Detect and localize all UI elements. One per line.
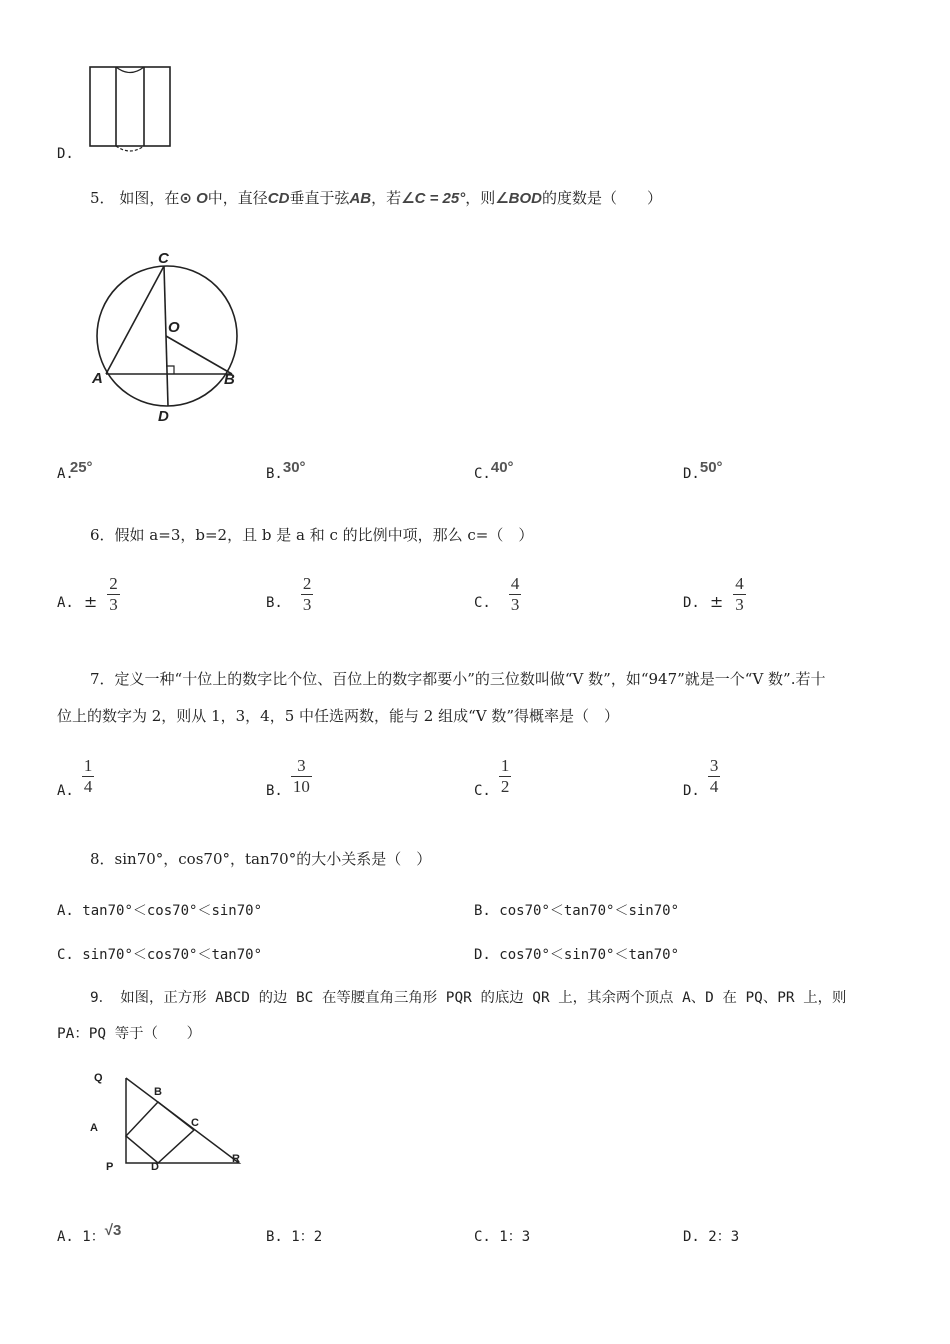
fraction: $\frac{4}{3}$ (735, 574, 744, 614)
math-angle-c: ∠C = 25° (401, 190, 466, 207)
q6-option-d[interactable]: D. ± $\frac{4}{3}$ (683, 574, 744, 614)
label-p: P (106, 1161, 114, 1173)
math-circle-o: ⊙ O (179, 190, 208, 207)
square-abcd (126, 1102, 194, 1163)
sqrt3: √3 (104, 1222, 122, 1239)
fraction: $\frac{2}{3}$ (109, 574, 118, 614)
label-o: O (168, 319, 180, 336)
fraction: $\frac{3}{10}$ (292, 756, 310, 796)
fraction: $\frac{4}{3}$ (510, 574, 520, 614)
q5-option-b[interactable]: B. 30° (266, 459, 306, 482)
q6-stem: 6．假如 a=3，b=2，且 b 是 a 和 c 的比例中项，那么 c=（ ） (90, 526, 534, 544)
q7-option-d[interactable]: D. $\frac{3}{4}$ (683, 756, 719, 799)
chord-ca (106, 266, 164, 374)
q5-stem: 5． 如图，在⊙ O中，直径CD垂直于弦AB，若∠C = 25°，则∠BOD的度数是（ ） (90, 189, 663, 207)
label-c: C (158, 250, 169, 267)
q9-stem-line1: 9． 如图，正方形 ABCD 的边 BC 在等腰直角三角形 PQR 的底边 QR 上，其余两个顶点 A、D 在 PQ、PR 上，则 (90, 990, 847, 1006)
q5-option-c[interactable]: C. 40° (474, 459, 514, 482)
q5-number: 5 (90, 189, 100, 207)
q9-option-c[interactable]: C. 1：3 (474, 1229, 531, 1245)
label-d: D (158, 408, 169, 425)
q7-stem-line1: 7．定义一种“十位上的数字比个位、百位上的数字都要小”的三位数叫做“V 数”，如“947”就是一个“V 数”.若十 (90, 670, 826, 688)
math-angle-bod: ∠BOD (495, 190, 543, 207)
q5-option-d[interactable]: D. 50° (683, 459, 723, 482)
segment-ob (166, 336, 232, 374)
q9-option-d[interactable]: D. 2：3 (683, 1229, 740, 1245)
label-b2: B (154, 1086, 162, 1098)
q7-stem-line2: 位上的数字为 2，则从 1，3，4，5 中任选两数，能与 2 组成“V 数”得概率是（ ） (57, 707, 620, 725)
fraction: $\frac{3}{4}$ (709, 756, 719, 796)
q9-option-b[interactable]: B. 1：2 (266, 1229, 323, 1245)
q8-option-d[interactable]: D. cos70°＜sin70°＜tan70° (474, 947, 680, 963)
q5-option-a[interactable]: A. 25° (57, 459, 93, 482)
q7-option-a[interactable]: A. $\frac{1}{4}$ (57, 756, 93, 799)
figure-rect (90, 67, 170, 146)
q9-stem-line2: PA：PQ 等于（ ） (57, 1026, 202, 1042)
q9-option-a[interactable]: A. 1：√3 (57, 1222, 122, 1245)
q8-stem: 8．sin70°，cos70°，tan70°的大小关系是（ ） (90, 850, 432, 868)
label-b: B (224, 371, 235, 388)
label-d2: D (151, 1161, 159, 1173)
fraction: $\frac{2}{3}$ (302, 574, 312, 614)
q6-option-a[interactable]: A. ± $\frac{2}{3}$ (57, 574, 118, 614)
label-c2: C (191, 1117, 199, 1129)
cylinder-net-figure (86, 62, 178, 158)
label-q: Q (94, 1072, 103, 1084)
q8-option-c[interactable]: C. sin70°＜cos70°＜tan70° (57, 947, 263, 963)
fraction: $\frac{1}{2}$ (500, 756, 510, 796)
q6-option-b[interactable]: B. $\frac{2}{3}$ (266, 574, 312, 614)
math-ab: AB (349, 190, 372, 207)
math-cd: CD (267, 190, 290, 207)
q8-option-a[interactable]: A. tan70°＜cos70°＜sin70° (57, 903, 263, 919)
q8-option-b[interactable]: B. cos70°＜tan70°＜sin70° (474, 903, 680, 919)
q7-option-c[interactable]: C. $\frac{1}{2}$ (474, 756, 510, 799)
label-a: A (92, 370, 103, 387)
fraction: $\frac{1}{4}$ (83, 756, 93, 796)
label-a2: A (90, 1122, 98, 1134)
triangle-square-figure (86, 1064, 246, 1178)
q7-option-b[interactable]: B. $\frac{3}{10}$ (266, 756, 310, 799)
q6-option-c[interactable]: C. $\frac{4}{3}$ (474, 574, 520, 614)
label-r: R (232, 1153, 240, 1165)
q4-option-d-label: D. (57, 146, 74, 162)
circle-figure (86, 250, 248, 428)
